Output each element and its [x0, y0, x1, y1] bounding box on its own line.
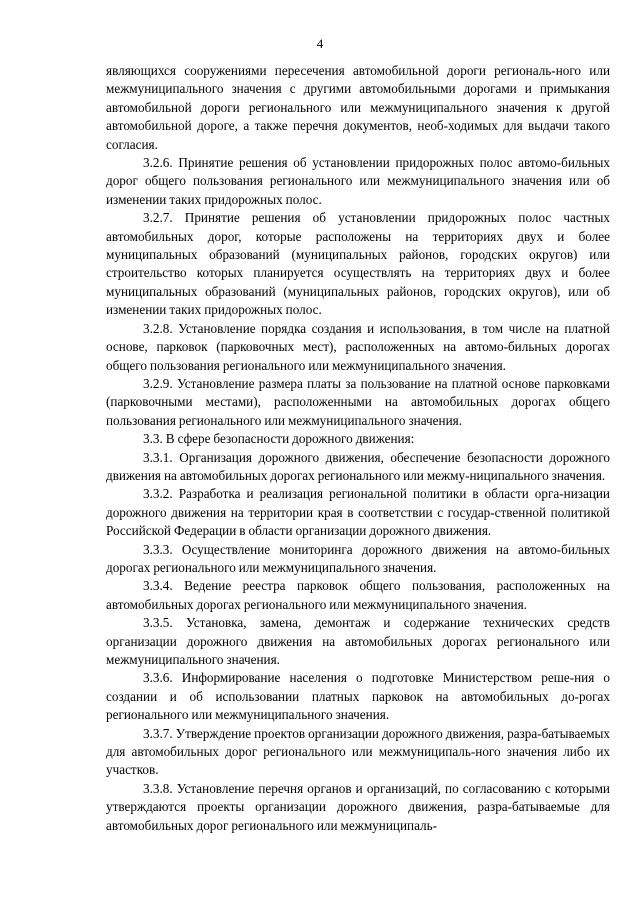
paragraph-3-3-4: 3.3.4. Ведение реестра парковок общего пользования, расположенных на автомобильных дорогах регионального или межмуниципального значения. [106, 578, 610, 612]
paragraph-3-2-7: 3.2.7. Принятие решения об установлении придорожных полос частных автомобильных дорог, которые расположены на территориях двух и более муниципальных образований (муниципальных районов, городских округов) или строительство которых планируется осуществлять на территориях двух и более муниципальных образований (муниципальных районов, городских округов), или об изменении таких придорожных полос. [106, 210, 610, 318]
paragraph-3-3-3: 3.3.3. Осуществление мониторинга дорожного движения на автомо-бильных дорогах регионального или межмуниципального значения. [106, 541, 610, 575]
paragraph-3-3-1: 3.3.1. Организация дорожного движения, обеспечение безопасности дорожного движения на автомобильных дорогах регионального или межму-ниципального значения. [106, 449, 610, 483]
paragraph-3-2-9: 3.2.9. Установление размера платы за пользование на платной основе парковками (парковочными местами), расположенными на автомобильных дорогах общего пользования регионального или межмуниципального значения. [106, 375, 610, 428]
body-text [106, 62, 610, 835]
paragraph-3-2-8: 3.2.8. Установление порядка создания и использования, в том числе на платной основе, парковок (парковочных мест), расположенных на автомо-бильных дорогах общего пользования регионального или межмуниципального значения. [106, 320, 610, 373]
paragraph-continuation: являющихся сооружениями пересечения автомобильной дороги региональ-ного или межмуниципального значения с другими автомобильными дорогами и примыкания автомобильной дороги регионального или межмуниципального значения к другой автомобильной дороге, а также перечня документов, необ-ходимых для выдачи такого согласия. [106, 63, 610, 152]
paragraph-3-3-5: 3.3.5. Установка, замена, демонтаж и содержание технических средств организации дорожного движения на автомобильных дорогах регионального или межмуниципального значения. [106, 615, 610, 667]
paragraph-3-3-6: 3.3.6. Информирование населения о подготовке Министерством реше-ния о создании и об использовании платных парковок на автомобильных до-рогах регионального или межмуниципального значения. [106, 670, 610, 723]
section-heading-3-3: 3.3. В сфере безопасности дорожного движения: [143, 431, 415, 447]
page-number: 4 [316, 36, 324, 51]
paragraph-3-3-2: 3.3.2. Разработка и реализация региональной политики в области орга-низации дорожного движения на территории края в соответствии с государ-ственной политикой Российской Федерации в области организации дорожного движения. [106, 486, 610, 539]
paragraph-3-3-8: 3.3.8. Установление перечня органов и организаций, по согласованию с которыми утверждаются проекты организации дорожного движения, разра-батываемые для автомобильных дорог регионального или межмуниципаль- [106, 780, 610, 833]
paragraph-3-3-7: 3.3.7. Утверждение проектов организации дорожного движения, разра-батываемых для автомобильных дорог регионального или межмуниципаль-ного значения либо их участков. [106, 725, 610, 778]
paragraph-3-2-6: 3.2.6. Принятие решения об установлении придорожных полос автомо-бильных дорог общего пользования регионального или межмуниципального значения или об изменении таких придорожных полос. [106, 155, 610, 207]
